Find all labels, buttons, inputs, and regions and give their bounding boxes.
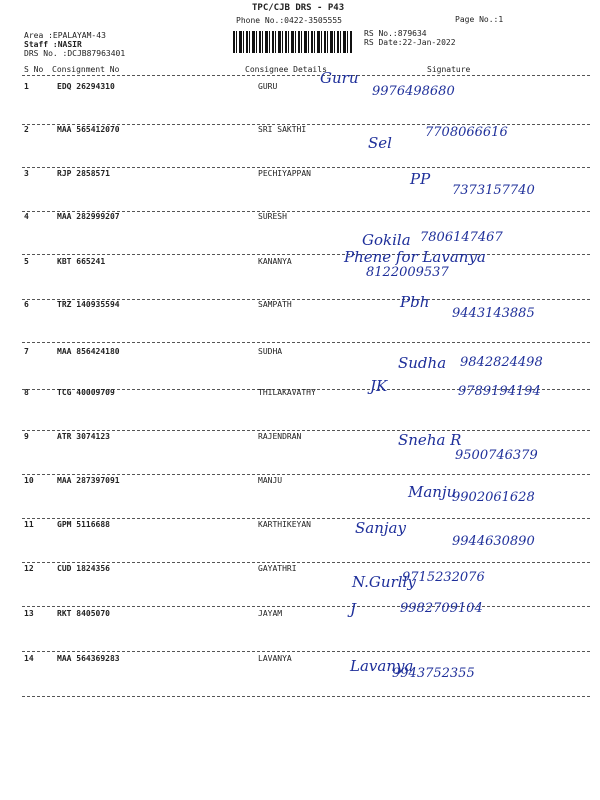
row-consignment-no: ATR 3074123 <box>57 432 110 441</box>
row-sno: 11 <box>24 520 34 529</box>
row-signature-phone: 7708066616 <box>425 125 508 140</box>
row-consignment-no: RJP 2858571 <box>57 169 110 178</box>
row-divider <box>22 606 590 607</box>
row-consignment-no: MAA 287397091 <box>57 476 120 485</box>
row-consignee: GURU <box>258 82 278 91</box>
col-header-signature: Signature <box>427 65 471 74</box>
row-sno: 14 <box>24 654 34 663</box>
row-signature-phone: 9842824498 <box>460 355 543 370</box>
page-number: Page No.:1 <box>455 15 504 24</box>
row-sno: 5 <box>24 257 29 266</box>
row-signature: Guru <box>320 69 359 87</box>
row-consignee: MANJU <box>258 476 283 485</box>
row-consignee: SUDHA <box>258 347 283 356</box>
row-sno: 4 <box>24 212 29 221</box>
row-signature-phone: 9500746379 <box>455 448 538 463</box>
row-signature-phone: 9982709104 <box>400 601 483 616</box>
row-signature-phone: 9943752355 <box>392 666 475 681</box>
row-consignee: KARTHIKEYAN <box>258 520 311 529</box>
row-consignment-no: KBT 665241 <box>57 257 106 266</box>
row-divider <box>22 342 590 343</box>
row-sno: 2 <box>24 125 29 134</box>
staff-label: Staff :NASIR <box>24 40 82 49</box>
row-sno: 7 <box>24 347 29 356</box>
row-sno: 1 <box>24 82 29 91</box>
drs-number: DRS No. :DCJB87963401 <box>24 49 126 58</box>
row-sno: 13 <box>24 609 34 618</box>
area-label: Area :EPALAYAM-43 <box>24 31 106 40</box>
row-signature: JK <box>370 377 388 395</box>
row-consignee: THILAKAVATHY <box>258 388 316 397</box>
row-consignment-no: RKT 8405070 <box>57 609 110 618</box>
row-consignment-no: GPM 5116688 <box>57 520 110 529</box>
header-divider <box>22 75 590 76</box>
row-signature: Sneha R <box>398 431 462 449</box>
row-consignee: SURESH <box>258 212 287 221</box>
row-consignment-no: MAA 856424180 <box>57 347 120 356</box>
row-divider <box>22 518 590 519</box>
rs-number: RS No.:879634 <box>364 29 427 38</box>
row-signature: Pbh <box>400 293 430 311</box>
row-sno: 6 <box>24 300 29 309</box>
row-divider <box>22 696 590 697</box>
row-divider <box>22 167 590 168</box>
row-consignee: RAJENDRAN <box>258 432 302 441</box>
row-consignment-no: MAA 564369283 <box>57 654 120 663</box>
row-consignee: LAVANYA <box>258 654 292 663</box>
row-divider <box>22 651 590 652</box>
row-consignment-no: TRZ 140935594 <box>57 300 120 309</box>
barcode <box>233 31 353 53</box>
row-signature-phone: 7373157740 <box>452 183 535 198</box>
row-divider <box>22 430 590 431</box>
row-sno: 12 <box>24 564 34 573</box>
rs-date: RS Date:22-Jan-2022 <box>364 38 456 47</box>
row-sno: 8 <box>24 388 29 397</box>
row-signature-phone: 9976498680 <box>372 84 455 99</box>
row-divider <box>22 254 590 255</box>
col-header-sno: S No <box>24 65 44 74</box>
row-signature: Gokila <box>362 231 411 249</box>
row-signature: Manju <box>408 483 457 501</box>
row-consignee: GAYATHRI <box>258 564 297 573</box>
row-consignment-no: CUD 1824356 <box>57 564 110 573</box>
row-signature: J <box>350 600 357 618</box>
row-signature-phone: 7806147467 <box>420 230 503 245</box>
row-consignment-no: MAA 565412070 <box>57 125 120 134</box>
row-signature: Sel <box>368 134 392 152</box>
row-signature-phone: 9443143885 <box>452 306 535 321</box>
row-signature: Lavanya <box>350 657 414 675</box>
row-consignment-no: EDQ 26294310 <box>57 82 115 91</box>
row-consignment-no: TCG 40009709 <box>57 388 115 397</box>
row-divider <box>22 474 590 475</box>
col-header-consignee: Consignee Details <box>245 65 327 74</box>
col-header-consignment: Consignment No <box>52 65 120 74</box>
row-consignee: KANANYA <box>258 257 292 266</box>
row-signature: Phene for Lavanya <box>344 248 486 266</box>
row-consignee: PECHIYAPPAN <box>258 169 311 178</box>
row-signature: Sudha <box>398 354 447 372</box>
row-consignment-no: MAA 282999207 <box>57 212 120 221</box>
row-signature-phone: 9902061628 <box>452 490 535 505</box>
row-consignee: SAMPATH <box>258 300 292 309</box>
row-signature-phone: 9715232076 <box>402 570 485 585</box>
row-signature-phone: 8122009537 <box>366 265 449 280</box>
phone-number: Phone No.:0422-3505555 <box>236 16 342 25</box>
row-consignee: SRI SAKTHI <box>258 125 307 134</box>
row-sno: 10 <box>24 476 34 485</box>
row-sno: 3 <box>24 169 29 178</box>
row-signature-phone: 9789194194 <box>458 384 541 399</box>
row-signature-phone: 9944630890 <box>452 534 535 549</box>
row-signature: N.Gurlly <box>352 573 416 591</box>
row-consignee: JAYAM <box>258 609 283 618</box>
row-signature: Sanjay <box>355 519 406 537</box>
row-signature: PP <box>410 170 431 188</box>
document-title: TPC/CJB DRS - P43 <box>252 3 345 13</box>
row-sno: 9 <box>24 432 29 441</box>
row-divider <box>22 562 590 563</box>
